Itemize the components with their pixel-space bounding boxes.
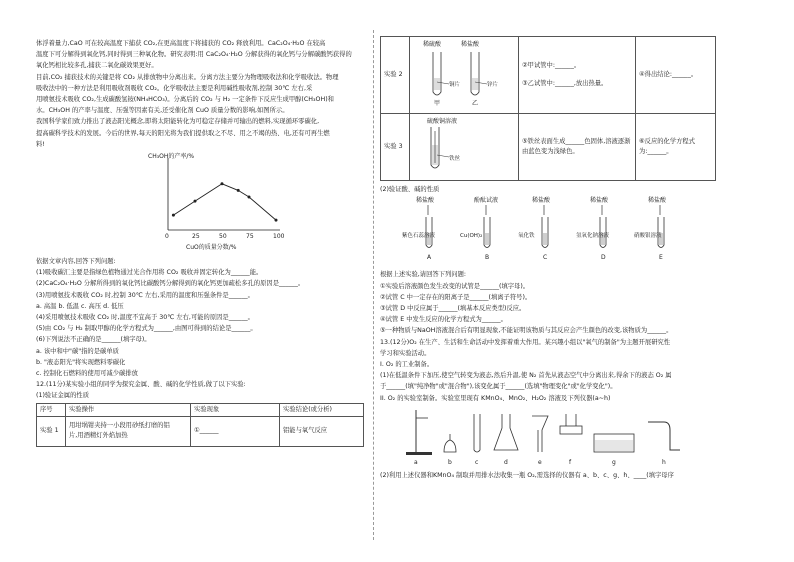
funnel <box>532 416 548 452</box>
answer-line: ④试管 E 中发生反应的化学方程式为______。 <box>380 316 507 324</box>
answer-line: (2)利用上述仪器和KMnO₄ 制取并用排水法收集一瓶 O₂,需选择的仪器有 a、b、c、g、h、____(填字母序 <box>380 472 674 480</box>
article-text <box>36 38 368 150</box>
question-line: (6)下列说法不正确的是______(填字母)。 <box>36 336 151 344</box>
apparatus-label: g <box>612 458 616 466</box>
table-row <box>381 114 716 181</box>
liquid <box>472 78 478 90</box>
question-line: a. 高温 b. 低温 c. 高压 d. 低压 <box>36 302 124 310</box>
article-line: 我国科学家们致力推出了液态阳光概念,即将太阳能转化为可稳定存储并可输出的燃料,实现循环零碳化, <box>36 118 320 126</box>
x-tick-label: 0 <box>165 233 169 241</box>
answer-line: ①实验后溶液颜色发生改变的试管是______(填字母)。 <box>380 282 530 290</box>
phenomenon-line: ③乙试管中:______,放出热量。 <box>522 80 608 87</box>
answer-line: ⑤一种物质与NaOH溶液混合后有明显现象,不能证明该物质与其反应会产生颜色的改变,该物质为______。 <box>380 327 673 335</box>
apparatus-label: h <box>662 458 666 466</box>
copper-sulfate-tube <box>413 115 509 175</box>
question-line: b. "液态阳光"将实现燃料零碳化 <box>36 358 126 366</box>
tube-diagram-3 <box>410 114 519 181</box>
x-tick-label: 75 <box>246 233 254 241</box>
question-line: 12.(11分)某实验小组的同学为探究金属、酸、碱的化学性质,做了以下实验: <box>36 381 246 389</box>
row-conclusion: ④得出结论:______。 <box>636 37 716 114</box>
yield-line <box>173 184 276 220</box>
alcohol-lamp <box>444 440 456 452</box>
delivery-tube <box>648 422 680 450</box>
row-conclusion: 铝能与氧气反应 <box>280 416 364 446</box>
liquid <box>543 233 547 245</box>
article-line: 体浮着量力,CaO 可在较高温度下捕获 CO₂,在更高温度下将捕获的 CO₂ 释放利用。CaC₂O₄·H₂O 在较高 <box>36 40 326 47</box>
reagent-label: 稀盐酸 <box>648 197 667 205</box>
header-cell: 序号 <box>37 403 66 416</box>
metal-label: 铜片 <box>449 82 461 88</box>
tube-content-label: 硝酸银溶液 <box>634 233 662 240</box>
article-line: 目前,CO₂ 捕获技术的关键是将 CO₂ 从排放物中分离出来。分离方法主要分为物理吸收法和化学吸收法。物理 <box>36 73 339 81</box>
tube-tag: E <box>659 254 663 262</box>
data-point <box>221 182 224 185</box>
apparatus-label: e <box>538 458 542 466</box>
answer-line: II. O₂ 的实验室制备。实验室里现有 KMnO₄、MnO₂、H₂O₂ 溶液及下列仪器(a~h) <box>380 394 611 402</box>
metal-label: 铁丝 <box>449 156 461 162</box>
reagent-label: 稀盐酸 <box>461 41 480 48</box>
x-tick-label: 25 <box>192 233 200 241</box>
metal-label: 锌片 <box>487 82 499 88</box>
methanol-yield-chart <box>146 152 286 252</box>
question-line: (3)用喷氨技术吸收 CO₂ 时,控制 30℃ 左右,采用的温度和压强条件是______。 <box>36 291 254 299</box>
apparatus-label: f <box>569 458 572 466</box>
tube-tag: D <box>601 254 606 262</box>
question-line: 依据文章内容,回答下列问题: <box>36 258 116 266</box>
table-row <box>381 37 716 114</box>
conical-flask <box>494 414 518 450</box>
operation-line: 用坩埚钳夹持一小段用砂纸打磨的铝 <box>69 422 170 430</box>
question-line: (4)采用喷氨技术吸收 CO₂ 时,温度不宜高于 30℃ 左右,可能的原因是______。 <box>36 314 254 322</box>
subheading: (2)验证酸、碱的性质 <box>380 186 440 193</box>
questions <box>36 256 368 402</box>
article-line: 吸收法中的一种方法是利用吸收剂吸收 CO₂。化学吸收法主要是利用碱性吸收剂,控制 30℃ 左右,采 <box>36 84 313 92</box>
data-point <box>275 219 278 222</box>
question-line: a. 该中和中"碳"指的是碳单质 <box>36 347 119 355</box>
header-cell: 实验现象 <box>191 403 280 416</box>
article-line: 水。CH₃OH 的产率与温度、压强等因素有关,还受催化剂 CuO 质量分数的影响,如图所示。 <box>36 107 289 115</box>
answer-line: 13.(12分)O₂ 在生产、生活和生命活动中发挥着重大作用。某兴趣小组以"氧气的制备"为主题开展研究性 <box>380 338 671 346</box>
article-line: 提高碳科学技术的发展。今后的世界,每天的阳光将为我们提供取之不尽、用之不竭的热、电,还有可再生燃 <box>36 129 330 137</box>
tube-content-label: Cu(OH)₂ <box>460 233 483 240</box>
tube-tag: B <box>485 254 490 262</box>
answer-line: ③试管 D 中反应属于______(填基本反应类型)反应。 <box>380 305 526 313</box>
column-divider <box>373 30 374 540</box>
apparatus-label: b <box>448 458 452 466</box>
y-axis-label: CH₃OH的产率/% <box>148 153 195 161</box>
answer-line: I. O₂ 的工业制备。 <box>380 361 434 369</box>
tube-content-label: 紫色石蕊溶液 <box>402 233 436 240</box>
x-tick-label: 50 <box>219 233 227 241</box>
tube-tag: C <box>543 254 548 262</box>
test-tube <box>474 414 480 452</box>
answer-line: (1)在低温条件下加压,使空气转变为液态,然后升温,使 N₂ 首先从液态空气中分离出来,得余下的液态 O₂ 属 <box>380 372 672 380</box>
water <box>595 440 633 451</box>
question-line: (5)由 CO₂ 与 H₂ 制取甲醇的化学方程式为______,由图可得到的结论是______。 <box>36 325 257 333</box>
article-line: 温度下可分解得到氧化钙,同时得到三种氧化物。研究表明:用 CaC₂O₄·H₂O 分解获得的氧化钙与分解碳酸钙获得的 <box>36 51 352 59</box>
reagent-label: 硫酸铜溶液 <box>427 118 458 125</box>
reagent-label: 稀盐酸 <box>532 197 551 205</box>
row-phenomenon <box>519 37 636 114</box>
right-column <box>380 36 720 481</box>
row-operation <box>66 416 191 446</box>
header-cell: 实验操作 <box>66 403 191 416</box>
table-header-row <box>37 403 364 416</box>
reagent-label: 稀盐酸 <box>416 197 435 205</box>
stand-base <box>406 452 432 455</box>
row-phenomenon: ⑤铁丝表面生成______色固体,溶液逐渐由蓝色变为浅绿色。 <box>519 114 636 181</box>
data-point <box>237 189 240 192</box>
tube-tag: A <box>427 254 432 262</box>
experiment-table-part2 <box>380 36 716 181</box>
answer-line: 学习和实验活动。 <box>380 349 431 357</box>
acid-base-tubes <box>400 195 700 265</box>
tube-content-label: 氢氧化钠溶液 <box>576 233 610 240</box>
row-conclusion: ⑥反应的化学方程式为:______。 <box>636 114 716 181</box>
x-tick-label: 100 <box>273 233 285 241</box>
tube-diagram-2 <box>410 37 519 114</box>
liquid <box>485 233 489 245</box>
liquid <box>434 78 440 90</box>
stopper <box>560 426 582 434</box>
apparatus-label: c <box>475 458 479 466</box>
operation-line: 片,用酒精灯外焰加热 <box>69 432 128 440</box>
answer-line: ②试管 C 中一定存在的阳离子是______(填离子符号)。 <box>380 293 532 301</box>
reagent-label: 酚酞试液 <box>474 197 499 205</box>
header-cell: 实验结论(或分析) <box>280 403 364 416</box>
apparatus-label: d <box>504 458 508 466</box>
article-line: 氧化钙相比较多孔,捕获二氧化碳效果更好。 <box>36 62 158 70</box>
answers <box>380 269 720 403</box>
tube-label: 甲 <box>434 100 441 107</box>
row-number: 实验 2 <box>381 37 410 114</box>
row-phenomenon: ①______ <box>191 416 280 446</box>
question-line: (1)吸收碳汇主要是指绿色植物通过光合作用将 CO₂ 吸收并固定转化为______能。 <box>36 269 263 277</box>
table-row <box>37 416 364 446</box>
tube-content-label: 氧化铁 <box>518 233 535 240</box>
article-line: 料! <box>36 140 45 148</box>
tube-label: 乙 <box>472 100 479 107</box>
question-line: (2)CaC₂O₄·H₂O 分解所得到的氧化钙比碳酸钙分解得到的氧化钙更加疏松多孔的原因是______。 <box>36 280 305 288</box>
apparatus-label: a <box>414 458 418 466</box>
article-line: 用喷氨技术吸收 CO₂,生成碳酸氢铵(NH₄HCO₃)。分离后的 CO₂ 与 H₂ 一定条件下反应生成甲醇(CH₃OH)和 <box>36 96 334 104</box>
phenomenon-line: ②甲试管中:______。 <box>522 62 581 69</box>
left-column <box>36 38 368 447</box>
reagent-label: 稀盐酸 <box>590 197 609 205</box>
acid-metal-tubes <box>413 38 509 108</box>
data-point <box>194 200 197 203</box>
data-point <box>248 196 251 199</box>
row-number: 实验 3 <box>381 114 410 181</box>
question-line: (1)验证金属的性质 <box>36 392 89 400</box>
answer-line: 根据上述实验,请回答下列问题: <box>380 271 466 279</box>
experiment-table-part1 <box>36 403 364 447</box>
question-line: c. 控制化石燃料的使用可减少碳排放 <box>36 370 138 378</box>
answer-line: 于______(填"纯净物"或"混合物"),该变化属于______(选填"物理变化"或"化学变化")。 <box>380 383 617 391</box>
lab-apparatus <box>394 404 694 466</box>
reagent-label: 稀硫酸 <box>423 41 442 48</box>
x-axis-label: CuO的质量分数/% <box>186 244 237 252</box>
data-point <box>172 214 175 217</box>
row-number: 实验 1 <box>37 416 66 446</box>
chart-svg <box>146 152 286 252</box>
